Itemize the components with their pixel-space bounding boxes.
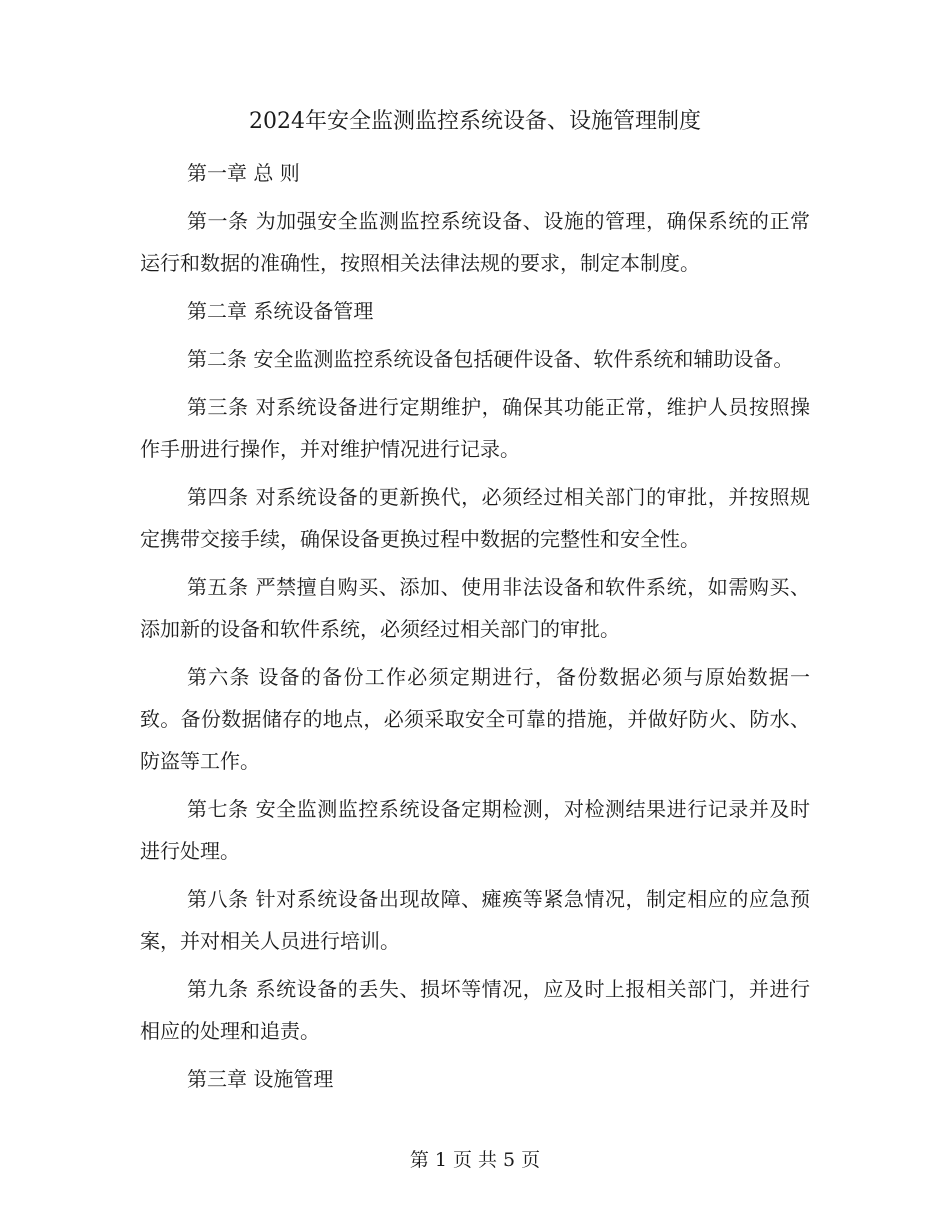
document-body: [140, 152, 810, 1106]
article-paragraph: 第七条 安全监测监控系统设备定期检测，对检测结果进行记录并及时进行处理。: [140, 797, 810, 863]
article-paragraph: 第五条 严禁擅自购买、添加、使用非法设备和软件系统，如需购买、添加新的设备和软件系统，必须经过相关部门的审批。: [140, 575, 810, 641]
article-paragraph: 第九条 系统设备的丢失、损坏等情况，应及时上报相关部门，并进行相应的处理和追责。: [140, 977, 810, 1043]
page-number-footer: 第 1 页 共 5 页: [409, 1149, 541, 1171]
article-paragraph: 第八条 针对系统设备出现故障、瘫痪等紧急情况，制定相应的应急预案，并对相关人员进行培训。: [140, 887, 810, 953]
article-paragraph: 第二条 安全监测监控系统设备包括硬件设备、软件系统和辅助设备。: [187, 347, 794, 371]
chapter-heading: 第一章 总 则: [187, 161, 300, 185]
article-paragraph: 第三条 对系统设备进行定期维护，确保其功能正常，维护人员按照操作手册进行操作，并对维护情况进行记录。: [140, 395, 810, 461]
document-title: 2024年安全监测监控系统设备、设施管理制度: [249, 109, 701, 134]
article-paragraph: 第一条 为加强安全监测监控系统设备、设施的管理，确保系统的正常运行和数据的准确性，按照相关法律法规的要求，制定本制度。: [140, 209, 810, 275]
chapter-heading: 第三章 设施管理: [187, 1067, 334, 1091]
article-paragraph: 第六条 设备的备份工作必须定期进行，备份数据必须与原始数据一致。备份数据储存的地点，必须采取安全可靠的措施，并做好防火、防水、防盗等工作。: [140, 665, 810, 773]
chapter-heading: 第二章 系统设备管理: [187, 299, 374, 323]
article-paragraph: 第四条 对系统设备的更新换代，必须经过相关部门的审批，并按照规定携带交接手续，确保设备更换过程中数据的完整性和安全性。: [140, 485, 810, 551]
